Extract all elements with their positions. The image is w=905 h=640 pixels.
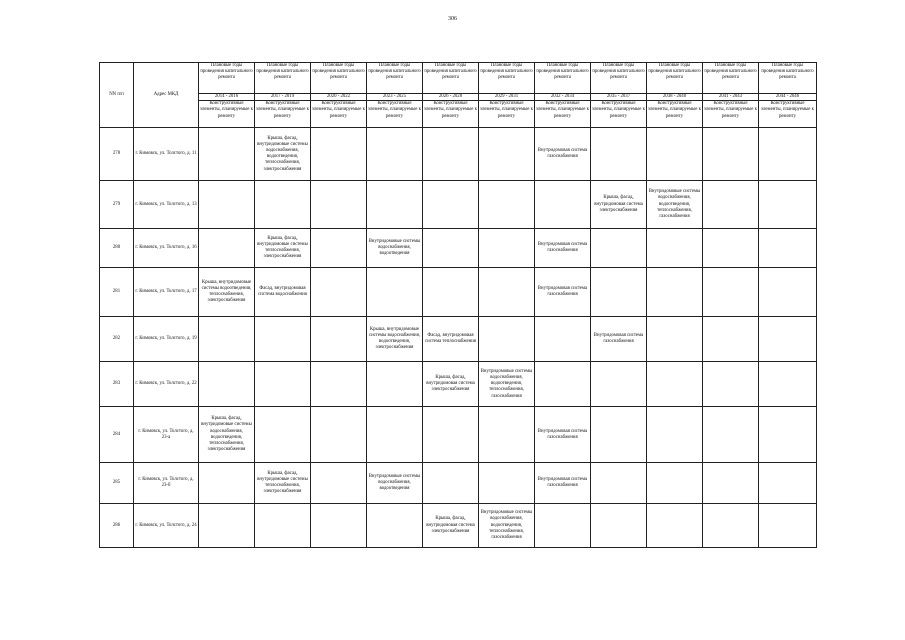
repair-elements-cell xyxy=(199,229,255,268)
table-row xyxy=(100,268,817,317)
repair-elements-cell xyxy=(423,463,479,504)
repair-elements-cell xyxy=(647,268,703,317)
row-address: г. Кимовск, ул. Толстого, д. 24 xyxy=(134,504,199,548)
repair-elements-cell xyxy=(311,504,367,548)
column-header-address: Адрес МКД xyxy=(134,63,199,128)
row-number: 282 xyxy=(100,317,134,362)
repair-elements-cell xyxy=(703,407,759,463)
table-header xyxy=(100,63,817,128)
repair-elements-cell xyxy=(591,229,647,268)
row-number: 279 xyxy=(100,181,134,229)
repair-elements-cell xyxy=(759,317,817,362)
repair-elements-cell xyxy=(591,504,647,548)
repair-elements-cell xyxy=(703,317,759,362)
repair-elements-cell: Внутридомовая система газоснабжения xyxy=(535,229,591,268)
repair-elements-cell: Крыша, внутридомовые системы водоотведения, теплоснабжения, электроснабжения xyxy=(199,268,255,317)
repair-elements-cell xyxy=(367,268,423,317)
column-header-elements: Конструктивные элементы, планируемые к ремонту xyxy=(647,101,703,128)
repair-elements-cell xyxy=(759,407,817,463)
repair-elements-cell xyxy=(759,229,817,268)
column-header-period: 2026 - 2028 xyxy=(423,94,479,101)
repair-elements-cell xyxy=(199,128,255,181)
repair-elements-cell xyxy=(591,407,647,463)
repair-elements-cell xyxy=(479,128,535,181)
repair-elements-cell: Фасад, внутридомовая система теплоснабжения xyxy=(423,317,479,362)
column-header-period: 2035 - 2037 xyxy=(591,94,647,101)
column-header-period: 2023 - 2025 xyxy=(367,94,423,101)
row-number: 283 xyxy=(100,362,134,407)
repair-elements-cell xyxy=(311,128,367,181)
repair-elements-cell xyxy=(199,181,255,229)
repair-elements-cell xyxy=(423,407,479,463)
row-number: 285 xyxy=(100,463,134,504)
repair-elements-cell: Крыша, фасад, внутридомовые системы водоснабжения, водоотведения, теплоснабжения, электроснабжения xyxy=(199,407,255,463)
repair-elements-cell: Крыша, фасад, внутридомовые системы теплоснабжения, электроснабжения xyxy=(255,463,311,504)
repair-elements-cell xyxy=(703,268,759,317)
repair-elements-cell xyxy=(759,463,817,504)
column-header-elements: Конструктивные элементы, планируемые к ремонту xyxy=(759,101,817,128)
column-header-elements: Конструктивные элементы, планируемые к ремонту xyxy=(423,101,479,128)
table-body xyxy=(100,128,817,548)
repair-elements-cell xyxy=(591,268,647,317)
repair-elements-cell xyxy=(479,317,535,362)
row-address: г. Кимовск, ул. Толстого, д. 22 xyxy=(134,362,199,407)
repair-elements-cell: Внутридомовая система газоснабжения xyxy=(591,317,647,362)
row-address: г. Кимовск, ул. Толстого, д. 23-а xyxy=(134,407,199,463)
column-header-planned-years: Плановые годы проведения капитального ремонта xyxy=(703,63,759,94)
repair-elements-cell: Внутридомовая система газоснабжения xyxy=(535,128,591,181)
repair-elements-cell xyxy=(591,128,647,181)
repair-elements-cell: Внутридомовая система газоснабжения xyxy=(535,407,591,463)
repair-elements-cell xyxy=(199,362,255,407)
repair-elements-cell: Внутридомовые системы водоснабжения, водоотведения, теплоснабжения, газоснабжения xyxy=(479,504,535,548)
repair-elements-cell xyxy=(311,268,367,317)
repair-elements-cell xyxy=(311,362,367,407)
repair-elements-cell xyxy=(311,463,367,504)
repair-elements-cell: Крыша, фасад, внутридомовая система электроснабжения xyxy=(423,504,479,548)
row-address: г. Кимовск, ул. Толстого, д. 16 xyxy=(134,229,199,268)
repair-elements-cell xyxy=(423,229,479,268)
repair-elements-cell: Крыша, фасад, внутридомовая система электроснабжения xyxy=(423,362,479,407)
column-header-planned-years: Плановые годы проведения капитального ремонта xyxy=(535,63,591,94)
repair-schedule-table xyxy=(99,62,817,548)
repair-elements-cell xyxy=(367,407,423,463)
repair-elements-cell xyxy=(647,504,703,548)
repair-elements-cell xyxy=(255,181,311,229)
table-row xyxy=(100,463,817,504)
repair-elements-cell xyxy=(479,229,535,268)
row-address: г. Кимовск, ул. Толстого, д. 13 xyxy=(134,181,199,229)
column-header-period: 2017 - 2019 xyxy=(255,94,311,101)
repair-elements-cell: Крыша, внутридомовые системы водоснабжения, водоотведения, электроснабжения xyxy=(367,317,423,362)
repair-elements-cell xyxy=(535,362,591,407)
repair-elements-cell xyxy=(535,504,591,548)
repair-elements-cell xyxy=(535,181,591,229)
repair-elements-cell xyxy=(311,317,367,362)
column-header-period: 2041 - 2043 xyxy=(703,94,759,101)
table-row xyxy=(100,229,817,268)
repair-elements-cell: Внутридомовые системы водоснабжения, водоотведения xyxy=(367,229,423,268)
repair-elements-cell xyxy=(759,181,817,229)
table-row xyxy=(100,317,817,362)
column-header-planned-years: Плановые годы проведения капитального ремонта xyxy=(759,63,817,94)
row-number: 280 xyxy=(100,229,134,268)
column-header-planned-years: Плановые годы проведения капитального ремонта xyxy=(479,63,535,94)
repair-elements-cell xyxy=(255,362,311,407)
row-number: 286 xyxy=(100,504,134,548)
repair-elements-cell: Внутридомовые системы водоснабжения, водоотведения xyxy=(367,463,423,504)
row-address: г. Кимовск, ул. Толстого, д. 17 xyxy=(134,268,199,317)
repair-elements-cell: Внутридомовые системы водоснабжения, водоотведения, теплоснабжения, газоснабжения xyxy=(647,181,703,229)
table-row xyxy=(100,128,817,181)
repair-elements-cell xyxy=(479,181,535,229)
repair-elements-cell: Внутридомовые системы водоснабжения, водоотведения, теплоснабжения, газоснабжения xyxy=(479,362,535,407)
repair-elements-cell xyxy=(255,407,311,463)
repair-elements-cell xyxy=(647,317,703,362)
row-number: 284 xyxy=(100,407,134,463)
repair-elements-cell xyxy=(647,128,703,181)
row-number: 281 xyxy=(100,268,134,317)
column-header-elements: Конструктивные элементы, планируемые к ремонту xyxy=(535,101,591,128)
repair-elements-cell xyxy=(367,128,423,181)
column-header-planned-years: Плановые годы проведения капитального ремонта xyxy=(311,63,367,94)
repair-elements-cell xyxy=(311,181,367,229)
row-address: г. Кимовск, ул. Толстого, д. 11 xyxy=(134,128,199,181)
column-header-elements: Конструктивные элементы, планируемые к ремонту xyxy=(367,101,423,128)
repair-elements-cell xyxy=(759,128,817,181)
row-address: г. Кимовск, ул. Толстого, д. 19 xyxy=(134,317,199,362)
column-header-elements: Конструктивные элементы, планируемые к ремонту xyxy=(591,101,647,128)
repair-elements-cell xyxy=(535,317,591,362)
column-header-period: 2014 - 2016 xyxy=(199,94,255,101)
repair-elements-cell xyxy=(199,504,255,548)
column-header-elements: Конструктивные элементы, планируемые к ремонту xyxy=(311,101,367,128)
repair-elements-cell xyxy=(759,362,817,407)
repair-elements-cell xyxy=(703,504,759,548)
repair-elements-cell xyxy=(367,504,423,548)
column-header-period: 2038 - 2040 xyxy=(647,94,703,101)
repair-elements-cell xyxy=(311,229,367,268)
column-header-elements: Конструктивные элементы, планируемые к ремонту xyxy=(703,101,759,128)
repair-elements-cell xyxy=(255,317,311,362)
repair-elements-cell xyxy=(703,128,759,181)
repair-elements-cell xyxy=(199,317,255,362)
repair-elements-cell xyxy=(647,463,703,504)
repair-elements-cell xyxy=(703,463,759,504)
column-header-number: NN п/п xyxy=(100,63,134,128)
repair-elements-cell: Внутридомовая система газоснабжения xyxy=(535,463,591,504)
repair-elements-cell xyxy=(647,407,703,463)
repair-elements-cell: Внутридомовая система газоснабжения xyxy=(535,268,591,317)
repair-elements-cell xyxy=(647,229,703,268)
table-row xyxy=(100,181,817,229)
repair-elements-cell xyxy=(423,268,479,317)
column-header-period: 2029 - 2031 xyxy=(479,94,535,101)
row-address: г. Кимовск, ул. Толстого, д. 23-б xyxy=(134,463,199,504)
table-row xyxy=(100,362,817,407)
repair-elements-cell xyxy=(423,181,479,229)
repair-elements-cell: Крыша, фасад, внутридомовые системы теплоснабжения, электроснабжения xyxy=(255,229,311,268)
repair-elements-cell xyxy=(479,463,535,504)
column-header-planned-years: Плановые годы проведения капитального ремонта xyxy=(367,63,423,94)
repair-elements-cell xyxy=(703,362,759,407)
repair-elements-cell xyxy=(703,181,759,229)
repair-elements-cell xyxy=(479,268,535,317)
repair-elements-cell xyxy=(759,268,817,317)
page-number: 306 xyxy=(448,16,457,22)
table-row xyxy=(100,407,817,463)
column-header-elements: Конструктивные элементы, планируемые к ремонту xyxy=(199,101,255,128)
repair-elements-cell xyxy=(759,504,817,548)
repair-elements-cell xyxy=(591,362,647,407)
repair-elements-cell: Крыша, фасад, внутридомовая система электроснабжения xyxy=(591,181,647,229)
repair-elements-cell xyxy=(199,463,255,504)
repair-elements-cell xyxy=(367,181,423,229)
table-row xyxy=(100,504,817,548)
column-header-planned-years: Плановые годы проведения капитального ремонта xyxy=(423,63,479,94)
column-header-planned-years: Плановые годы проведения капитального ремонта xyxy=(647,63,703,94)
column-header-period: 2032 - 2034 xyxy=(535,94,591,101)
column-header-planned-years: Плановые годы проведения капитального ремонта xyxy=(199,63,255,94)
column-header-elements: Конструктивные элементы, планируемые к ремонту xyxy=(479,101,535,128)
repair-elements-cell xyxy=(255,504,311,548)
column-header-planned-years: Плановые годы проведения капитального ремонта xyxy=(591,63,647,94)
column-header-elements: Конструктивные элементы, планируемые к ремонту xyxy=(255,101,311,128)
column-header-period: 2044 - 2046 xyxy=(759,94,817,101)
row-number: 278 xyxy=(100,128,134,181)
repair-elements-cell: Фасад, внутридомовая система водоснабжения xyxy=(255,268,311,317)
repair-elements-cell xyxy=(703,229,759,268)
repair-elements-cell xyxy=(647,362,703,407)
repair-elements-cell xyxy=(311,407,367,463)
repair-elements-cell xyxy=(591,463,647,504)
column-header-period: 2020 - 2022 xyxy=(311,94,367,101)
repair-elements-cell: Крыша, фасад, внутридомовые системы водоснабжения, водоотведения, теплоснабжения, электроснабжения xyxy=(255,128,311,181)
repair-elements-cell xyxy=(479,407,535,463)
column-header-planned-years: Плановые годы проведения капитального ремонта xyxy=(255,63,311,94)
repair-elements-cell xyxy=(423,128,479,181)
repair-elements-cell xyxy=(367,362,423,407)
